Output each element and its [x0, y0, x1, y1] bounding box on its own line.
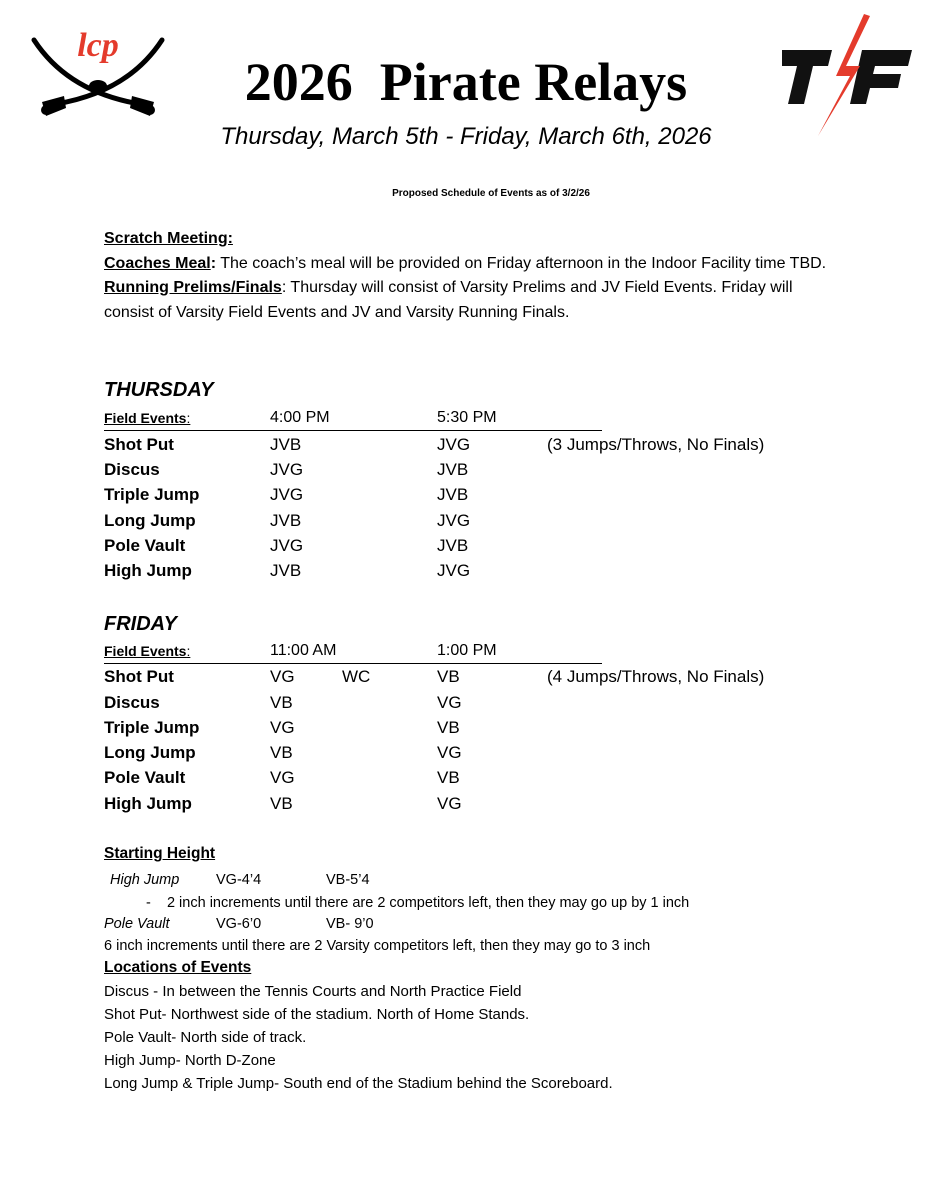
running-prelims-text: : Thursday will consist of Varsity Prelims and JV Field Events. Friday will consist of Varsity Field Events and JV and Varsity Running Finals.	[104, 279, 793, 321]
table-row	[104, 482, 824, 507]
table-row	[104, 533, 824, 558]
thursday-heading: THURSDAY	[104, 379, 214, 401]
thursday-field-events-label: Field Events:	[104, 410, 191, 426]
group-first: VB	[270, 743, 293, 762]
event-name: Triple Jump	[104, 718, 200, 737]
thursday-table-header	[104, 406, 602, 431]
scratch-meeting-label: Scratch Meeting:	[104, 230, 233, 247]
event-note: (3 Jumps/Throws, No Finals)	[547, 435, 765, 454]
coaches-meal-colon: :	[210, 254, 217, 272]
notes-block	[104, 227, 844, 325]
table-row	[104, 740, 824, 765]
event-name: Triple Jump	[104, 485, 200, 504]
table-row	[104, 432, 824, 457]
table-row	[104, 508, 824, 533]
group-second: VB	[437, 667, 460, 686]
group-first: VG	[270, 667, 295, 686]
friday-heading: FRIDAY	[104, 613, 177, 635]
event-name: High Jump	[104, 561, 192, 580]
pv-vb-height: VB- 9’0	[326, 916, 374, 932]
friday-field-events-label: Field Events:	[104, 643, 191, 659]
event-dates: Thursday, March 5th - Friday, March 6th, 2026	[220, 123, 712, 150]
group-first: JVG	[270, 485, 304, 504]
locations-list	[104, 980, 844, 1095]
table-row	[104, 690, 824, 715]
group-second: JVB	[437, 485, 469, 504]
lcp-logo-text: lcp	[77, 27, 119, 64]
list-item: High Jump- North D-Zone	[104, 1052, 276, 1069]
event-name: Discus	[104, 460, 160, 479]
page-title: 2026 Pirate Relays	[244, 52, 688, 112]
group-second: JVB	[437, 536, 469, 555]
track-field-logo-text: T/F	[846, 136, 848, 137]
event-name: Pole Vault	[104, 768, 186, 787]
pole-vault-heights	[104, 913, 824, 935]
friday-table-header	[104, 639, 602, 664]
event-name: High Jump	[104, 794, 192, 813]
group-first: VB	[270, 693, 293, 712]
event-name: Shot Put	[104, 667, 174, 686]
list-item: Discus - In between the Tennis Courts and North Practice Field	[104, 983, 522, 1000]
thursday-time-1: 4:00 PM	[270, 409, 330, 426]
table-row	[104, 791, 824, 816]
group-first: JVG	[270, 460, 304, 479]
thursday-time-2: 5:30 PM	[437, 409, 497, 426]
high-jump-heights	[110, 869, 830, 891]
group-second: VB	[437, 718, 460, 737]
group-second: VG	[437, 693, 462, 712]
group-second: JVG	[437, 561, 471, 580]
group-first: VG	[270, 768, 295, 787]
group-first: JVG	[270, 536, 304, 555]
hj-dash: -	[146, 895, 151, 911]
list-item: Shot Put- Northwest side of the stadium. North of Home Stands.	[104, 1006, 530, 1023]
table-row	[104, 558, 824, 583]
event-name: Shot Put	[104, 435, 174, 454]
table-row	[104, 664, 824, 689]
table-row	[104, 715, 824, 740]
running-prelims-label: Running Prelims/Finals	[104, 279, 282, 296]
coaches-meal-text: The coach’s meal will be provided on Friday afternoon in the Indoor Facility time TBD.	[216, 254, 827, 272]
event-name: Long Jump	[104, 511, 196, 530]
proposed-schedule-note: Proposed Schedule of Events as of 3/2/26	[392, 188, 590, 199]
group-first: JVB	[270, 435, 302, 454]
pv-vg-height: VG-6’0	[216, 916, 262, 932]
table-row	[104, 457, 824, 482]
friday-time-2: 1:00 PM	[437, 642, 497, 659]
group-first: JVB	[270, 511, 302, 530]
list-item: Pole Vault- North side of track.	[104, 1029, 307, 1046]
hj-increment-note	[146, 892, 886, 914]
group-second: VB	[437, 768, 460, 787]
group-extra: WC	[342, 667, 371, 686]
table-row	[104, 765, 824, 790]
group-second: VG	[437, 794, 462, 813]
group-first: VG	[270, 718, 295, 737]
event-name: Pole Vault	[104, 536, 186, 555]
list-item: Long Jump & Triple Jump- South end of the Stadium behind the Scoreboard.	[104, 1075, 613, 1092]
group-second: JVG	[437, 435, 471, 454]
locations-label: Locations of Events	[104, 959, 252, 976]
event-name: Long Jump	[104, 743, 196, 762]
hj-vg-height: VG-4’4	[216, 872, 262, 888]
group-second: JVG	[437, 511, 471, 530]
coaches-meal-label: Coaches Meal	[104, 254, 211, 272]
starting-height-label: Starting Height	[104, 845, 216, 862]
friday-time-1: 11:00 AM	[270, 642, 337, 659]
hj-vb-height: VB-5’4	[326, 872, 370, 888]
hj-note-text: 2 inch increments until there are 2 competitors left, then they may go up by 1 inch	[166, 895, 690, 911]
event-name: Discus	[104, 693, 160, 712]
track-field-logo	[778, 12, 914, 138]
group-second: VG	[437, 743, 462, 762]
group-first: JVB	[270, 561, 302, 580]
pv-event: Pole Vault	[104, 916, 170, 932]
hj-event: High Jump	[110, 872, 180, 888]
pv-increment-note: 6 inch increments until there are 2 Varsity competitors left, then they may go to 3 inch	[104, 938, 651, 954]
event-note: (4 Jumps/Throws, No Finals)	[547, 667, 765, 686]
group-second: JVB	[437, 460, 469, 479]
group-first: VB	[270, 794, 293, 813]
